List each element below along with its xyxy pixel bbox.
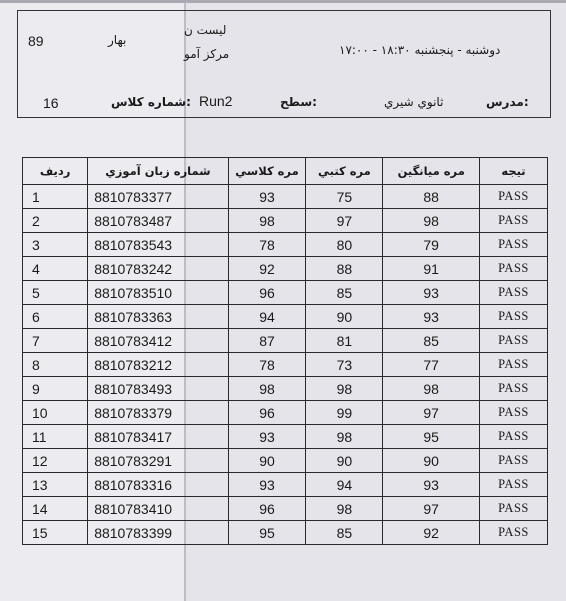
col-header-written-score: مره کتبي	[306, 158, 383, 185]
level-value: Run2	[199, 93, 233, 109]
row-number: 13	[23, 473, 88, 497]
row-number: 14	[23, 497, 88, 521]
row-number: 1	[23, 185, 88, 209]
result-cell: PASS	[479, 521, 547, 545]
class-score-cell: 96	[228, 497, 306, 521]
col-header-average-score: مره ميانگين	[383, 158, 480, 185]
table-body	[23, 185, 548, 545]
class-score-cell: 96	[228, 401, 306, 425]
teacher-label: مدرس:	[486, 95, 529, 109]
student-id-cell: 8810783316	[88, 473, 228, 497]
written-score-cell: 94	[306, 473, 383, 497]
season-label: بهار	[108, 33, 127, 47]
result-cell: PASS	[479, 377, 547, 401]
row-number: 9	[23, 377, 88, 401]
result-cell: PASS	[479, 425, 547, 449]
result-cell: PASS	[479, 281, 547, 305]
student-id-cell: 8810783493	[88, 377, 228, 401]
table-row	[23, 401, 548, 425]
row-number: 10	[23, 401, 88, 425]
row-number: 3	[23, 233, 88, 257]
result-cell: PASS	[479, 209, 547, 233]
average-score-cell: 93	[383, 473, 480, 497]
result-cell: PASS	[479, 353, 547, 377]
written-score-cell: 98	[306, 497, 383, 521]
written-score-cell: 90	[306, 449, 383, 473]
table-row	[23, 449, 548, 473]
written-score-cell: 75	[306, 185, 383, 209]
written-score-cell: 85	[306, 521, 383, 545]
list-title: لیست ن	[184, 23, 227, 37]
col-header-radif: ردیف	[23, 158, 88, 185]
average-score-cell: 88	[383, 185, 480, 209]
student-id-cell: 8810783379	[88, 401, 228, 425]
teacher-name: ثانوي شيري	[384, 95, 444, 109]
written-score-cell: 85	[306, 281, 383, 305]
result-cell: PASS	[479, 497, 547, 521]
table-header-row	[23, 158, 548, 185]
student-id-cell: 8810783543	[88, 233, 228, 257]
student-id-cell: 8810783410	[88, 497, 228, 521]
result-cell: PASS	[479, 257, 547, 281]
student-id-cell: 8810783487	[88, 209, 228, 233]
written-score-cell: 98	[306, 377, 383, 401]
student-id-cell: 8810783377	[88, 185, 228, 209]
student-id-cell: 8810783363	[88, 305, 228, 329]
written-score-cell: 88	[306, 257, 383, 281]
class-score-cell: 87	[228, 329, 306, 353]
col-header-student-id: شماره زبان آموزي	[88, 158, 228, 185]
student-id-cell: 8810783212	[88, 353, 228, 377]
table-row	[23, 209, 548, 233]
table-row	[23, 185, 548, 209]
average-score-cell: 93	[383, 281, 480, 305]
student-id-cell: 8810783417	[88, 425, 228, 449]
class-number-label: شماره کلاس:	[111, 95, 191, 109]
row-number: 5	[23, 281, 88, 305]
average-score-cell: 77	[383, 353, 480, 377]
average-score-cell: 93	[383, 305, 480, 329]
class-score-cell: 93	[228, 185, 306, 209]
table-row	[23, 473, 548, 497]
average-score-cell: 90	[383, 449, 480, 473]
class-score-cell: 90	[228, 449, 306, 473]
grades-table	[22, 157, 548, 545]
class-number-value: 16	[43, 95, 59, 111]
class-score-cell: 92	[228, 257, 306, 281]
student-id-cell: 8810783291	[88, 449, 228, 473]
student-id-cell: 8810783242	[88, 257, 228, 281]
result-cell: PASS	[479, 401, 547, 425]
class-score-cell: 93	[228, 473, 306, 497]
result-cell: PASS	[479, 449, 547, 473]
row-number: 11	[23, 425, 88, 449]
table-row	[23, 377, 548, 401]
written-score-cell: 99	[306, 401, 383, 425]
col-header-class-score: مره کلاسي	[228, 158, 306, 185]
written-score-cell: 73	[306, 353, 383, 377]
center-name: مرکز آمو	[184, 47, 230, 61]
average-score-cell: 97	[383, 497, 480, 521]
average-score-cell: 85	[383, 329, 480, 353]
average-score-cell: 79	[383, 233, 480, 257]
class-score-cell: 94	[228, 305, 306, 329]
top-edge	[0, 0, 566, 3]
student-id-cell: 8810783510	[88, 281, 228, 305]
table-row	[23, 497, 548, 521]
row-number: 7	[23, 329, 88, 353]
table-row	[23, 521, 548, 545]
row-number: 15	[23, 521, 88, 545]
table-row	[23, 257, 548, 281]
class-score-cell: 98	[228, 377, 306, 401]
written-score-cell: 90	[306, 305, 383, 329]
row-number: 8	[23, 353, 88, 377]
class-score-cell: 95	[228, 521, 306, 545]
average-score-cell: 97	[383, 401, 480, 425]
table-row	[23, 281, 548, 305]
class-score-cell: 93	[228, 425, 306, 449]
average-score-cell: 92	[383, 521, 480, 545]
average-score-cell: 98	[383, 209, 480, 233]
written-score-cell: 97	[306, 209, 383, 233]
result-cell: PASS	[479, 233, 547, 257]
row-number: 12	[23, 449, 88, 473]
row-number: 2	[23, 209, 88, 233]
result-cell: PASS	[479, 473, 547, 497]
class-score-cell: 78	[228, 353, 306, 377]
table-row	[23, 353, 548, 377]
row-number: 6	[23, 305, 88, 329]
table-row	[23, 329, 548, 353]
row-number: 4	[23, 257, 88, 281]
average-score-cell: 95	[383, 425, 480, 449]
student-id-cell: 8810783399	[88, 521, 228, 545]
written-score-cell: 81	[306, 329, 383, 353]
code-value: 89	[28, 33, 44, 49]
schedule-text: دوشنبه - پنجشنبه ۱۸:۳۰ - ۱۷:۰۰	[339, 43, 501, 57]
written-score-cell: 98	[306, 425, 383, 449]
written-score-cell: 80	[306, 233, 383, 257]
average-score-cell: 91	[383, 257, 480, 281]
student-id-cell: 8810783412	[88, 329, 228, 353]
class-score-cell: 78	[228, 233, 306, 257]
class-score-cell: 98	[228, 209, 306, 233]
table-row	[23, 233, 548, 257]
table-row	[23, 305, 548, 329]
result-cell: PASS	[479, 185, 547, 209]
result-cell: PASS	[479, 305, 547, 329]
result-cell: PASS	[479, 329, 547, 353]
header-box	[17, 10, 551, 118]
col-header-result: تيجه	[479, 158, 547, 185]
average-score-cell: 98	[383, 377, 480, 401]
table-row	[23, 425, 548, 449]
class-score-cell: 96	[228, 281, 306, 305]
level-label: سطح:	[280, 95, 317, 109]
